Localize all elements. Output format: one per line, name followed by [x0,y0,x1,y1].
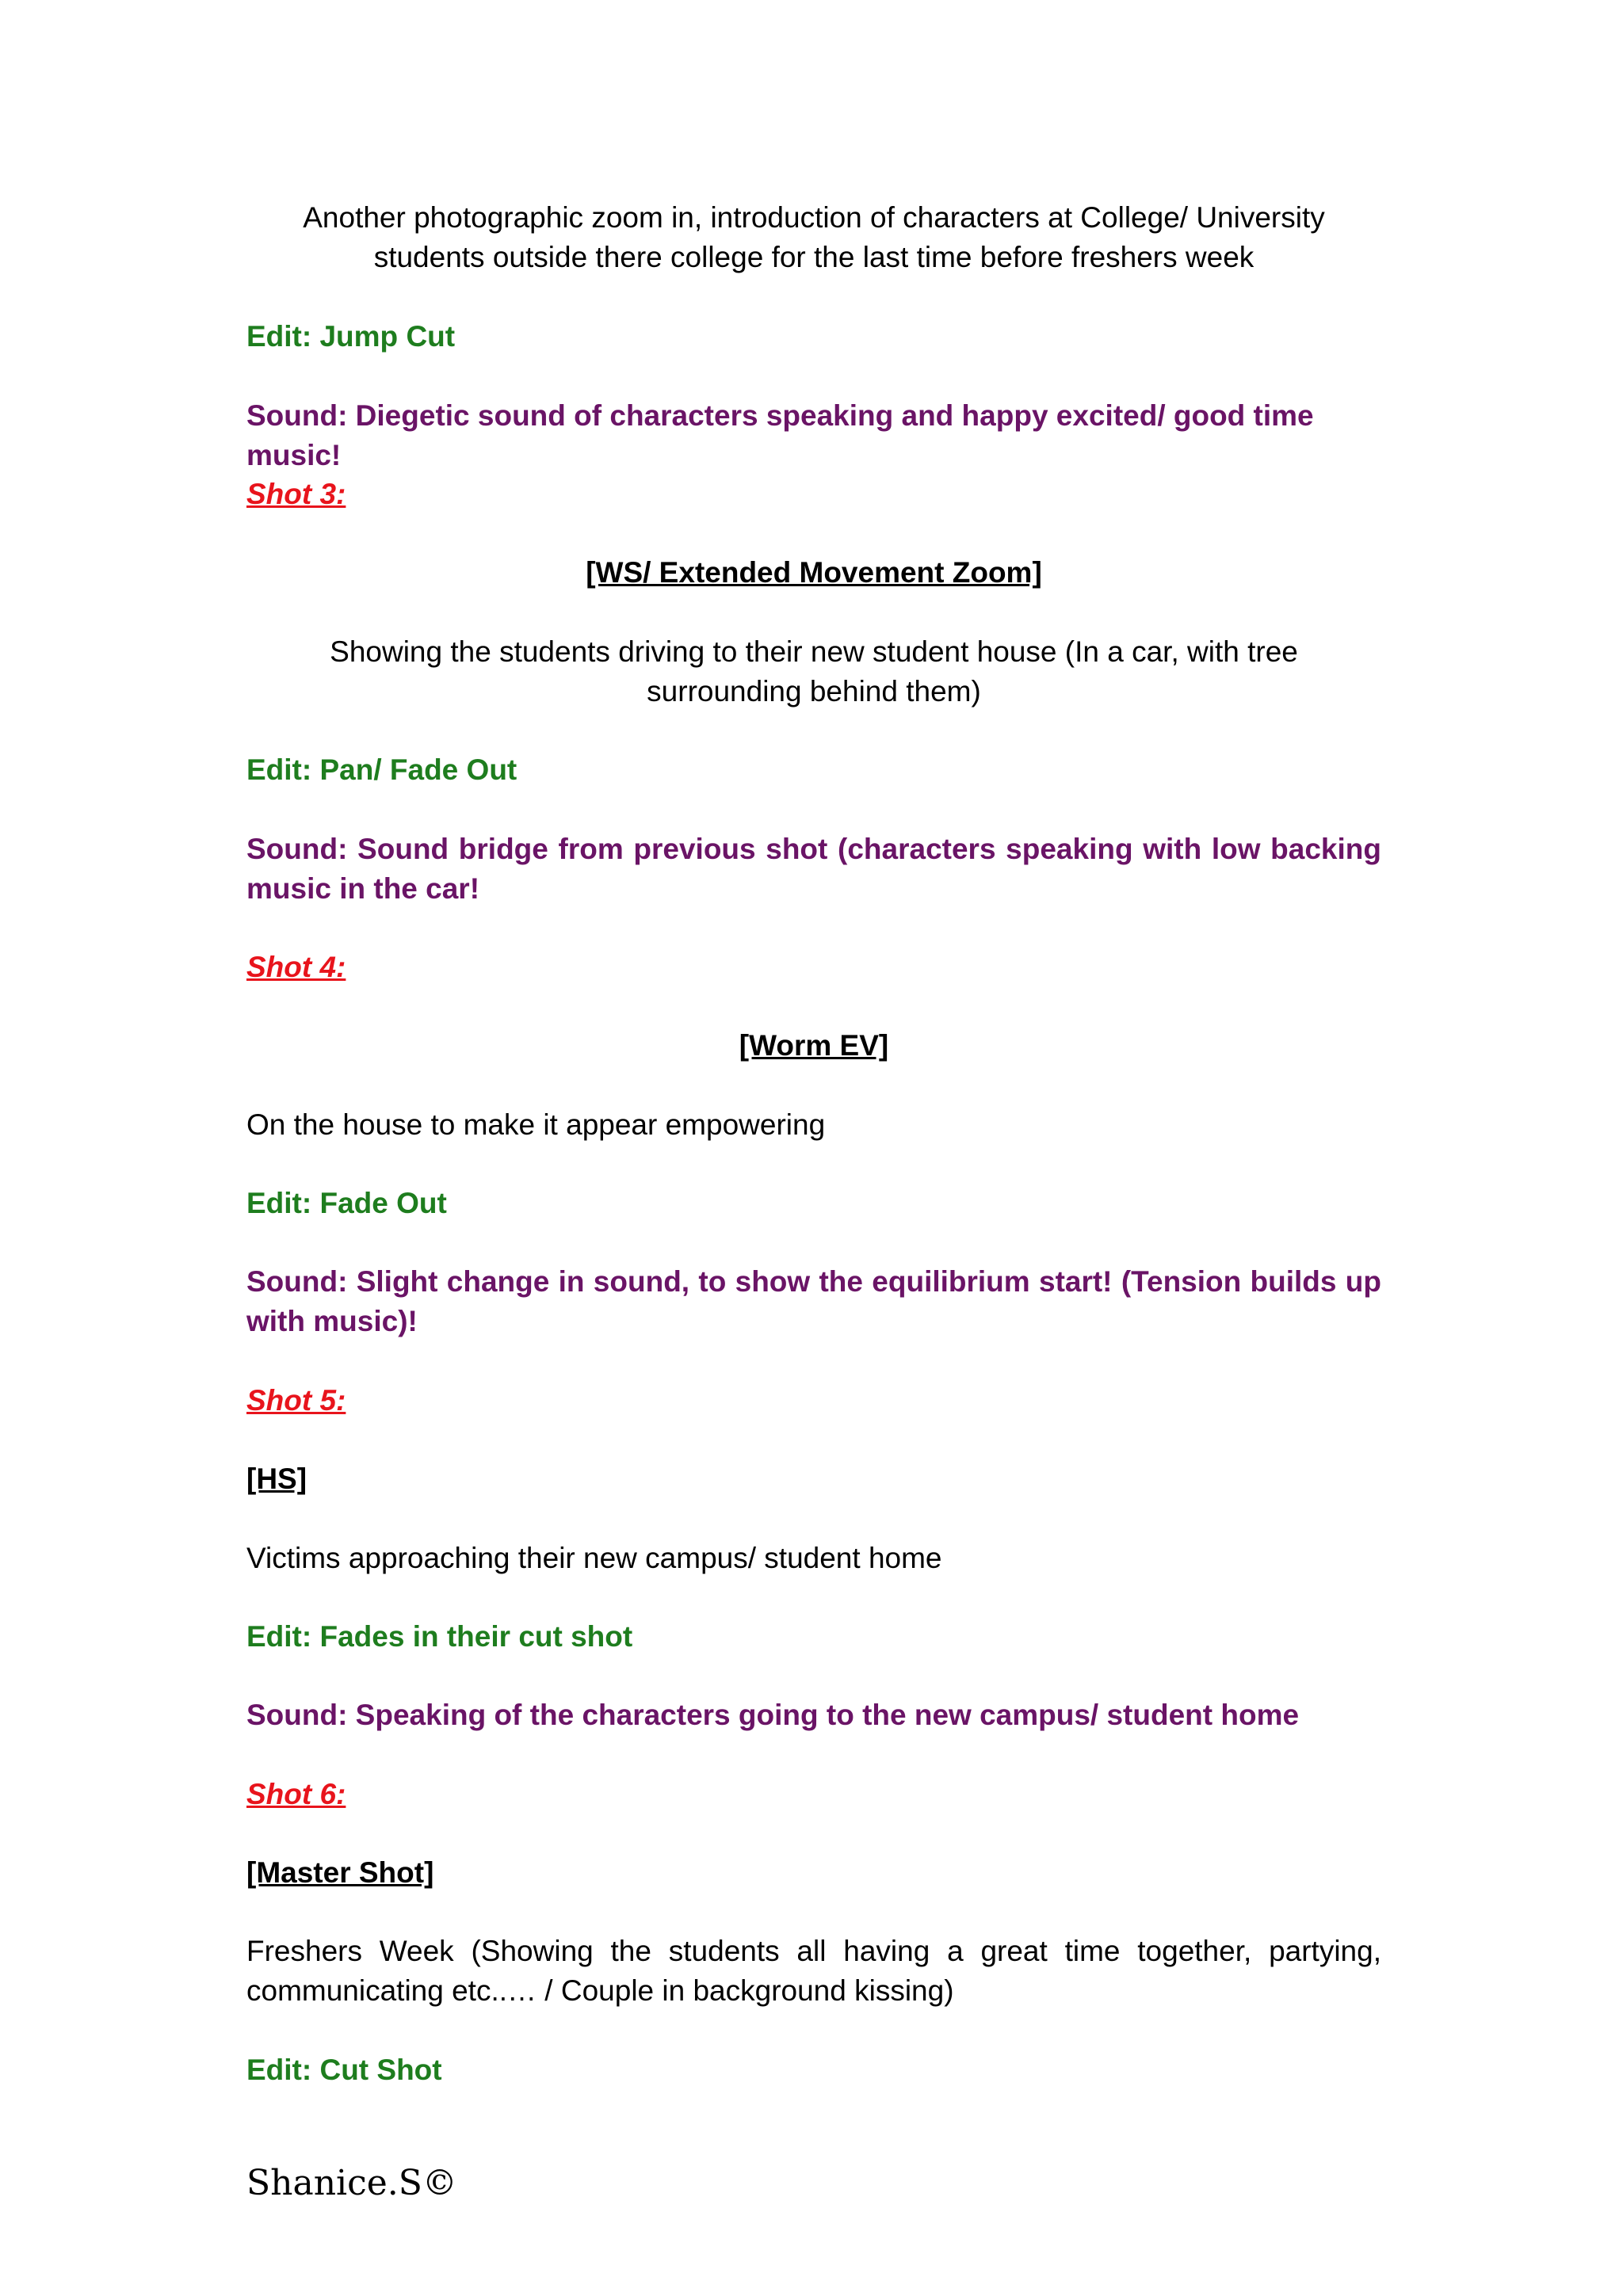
shot2-description: Another photographic zoom in, introduction of characters at College/ University students outside there college for the last time before freshers week [303,201,1325,273]
shot3-description: Showing the students driving to their new student house (In a car, with tree surrounding behind them) [330,635,1298,707]
shot3-title: Shot 3: [246,478,346,510]
shot4-edit: Edit: Fade Out [246,1187,447,1219]
shot4-description: On the house to make it appear empowering [246,1108,826,1141]
shot4-type: [Worm EV] [739,1029,889,1062]
shot5-heading [246,1381,1381,1421]
shot3-sound: Sound: Sound bridge from previous shot (characters speaking with low backing music in the car! [246,833,1381,905]
shot5-title: Shot 5: [246,1384,346,1417]
shot6-type-line [246,1853,1381,1893]
shot6-description: Freshers Week (Showing the students all having a great time together, partying, communicating etc..… / Couple in background kissing) [246,1935,1381,2007]
shot5-edit: Edit: Fades in their cut shot [246,1620,633,1653]
shot6-title: Shot 6: [246,1778,346,1810]
shot5-type: [HS] [246,1463,307,1495]
shot6-type: [Master Shot] [246,1856,434,1889]
shot4-heading [246,948,1381,987]
shot4-type-line [246,1026,1381,1066]
shot4-sound: Sound: Slight change in sound, to show the equilibrium start! (Tension builds up with music)! [246,1265,1381,1337]
footer-signature: Shanice.S© [246,2163,457,2203]
shot3-type-line [246,553,1381,593]
shot3-heading [246,475,1381,514]
shot4-title: Shot 4: [246,951,346,983]
shot5-sound: Sound: Speaking of the characters going to the new campus/ student home [246,1699,1300,1731]
shot2-sound: Sound: Diegetic sound of characters speaking and happy excited/ good time music! [246,399,1314,471]
shot2-edit: Edit: Jump Cut [246,320,456,353]
shot3-type: [WS/ Extended Movement Zoom] [586,556,1042,589]
shot3-edit: Edit: Pan/ Fade Out [246,753,517,786]
shot6-edit: Edit: Cut Shot [246,2054,442,2086]
shot6-heading [246,1775,1381,1814]
shot5-description: Victims approaching their new campus/ student home [246,1542,942,1574]
shot5-type-line [246,1459,1381,1499]
